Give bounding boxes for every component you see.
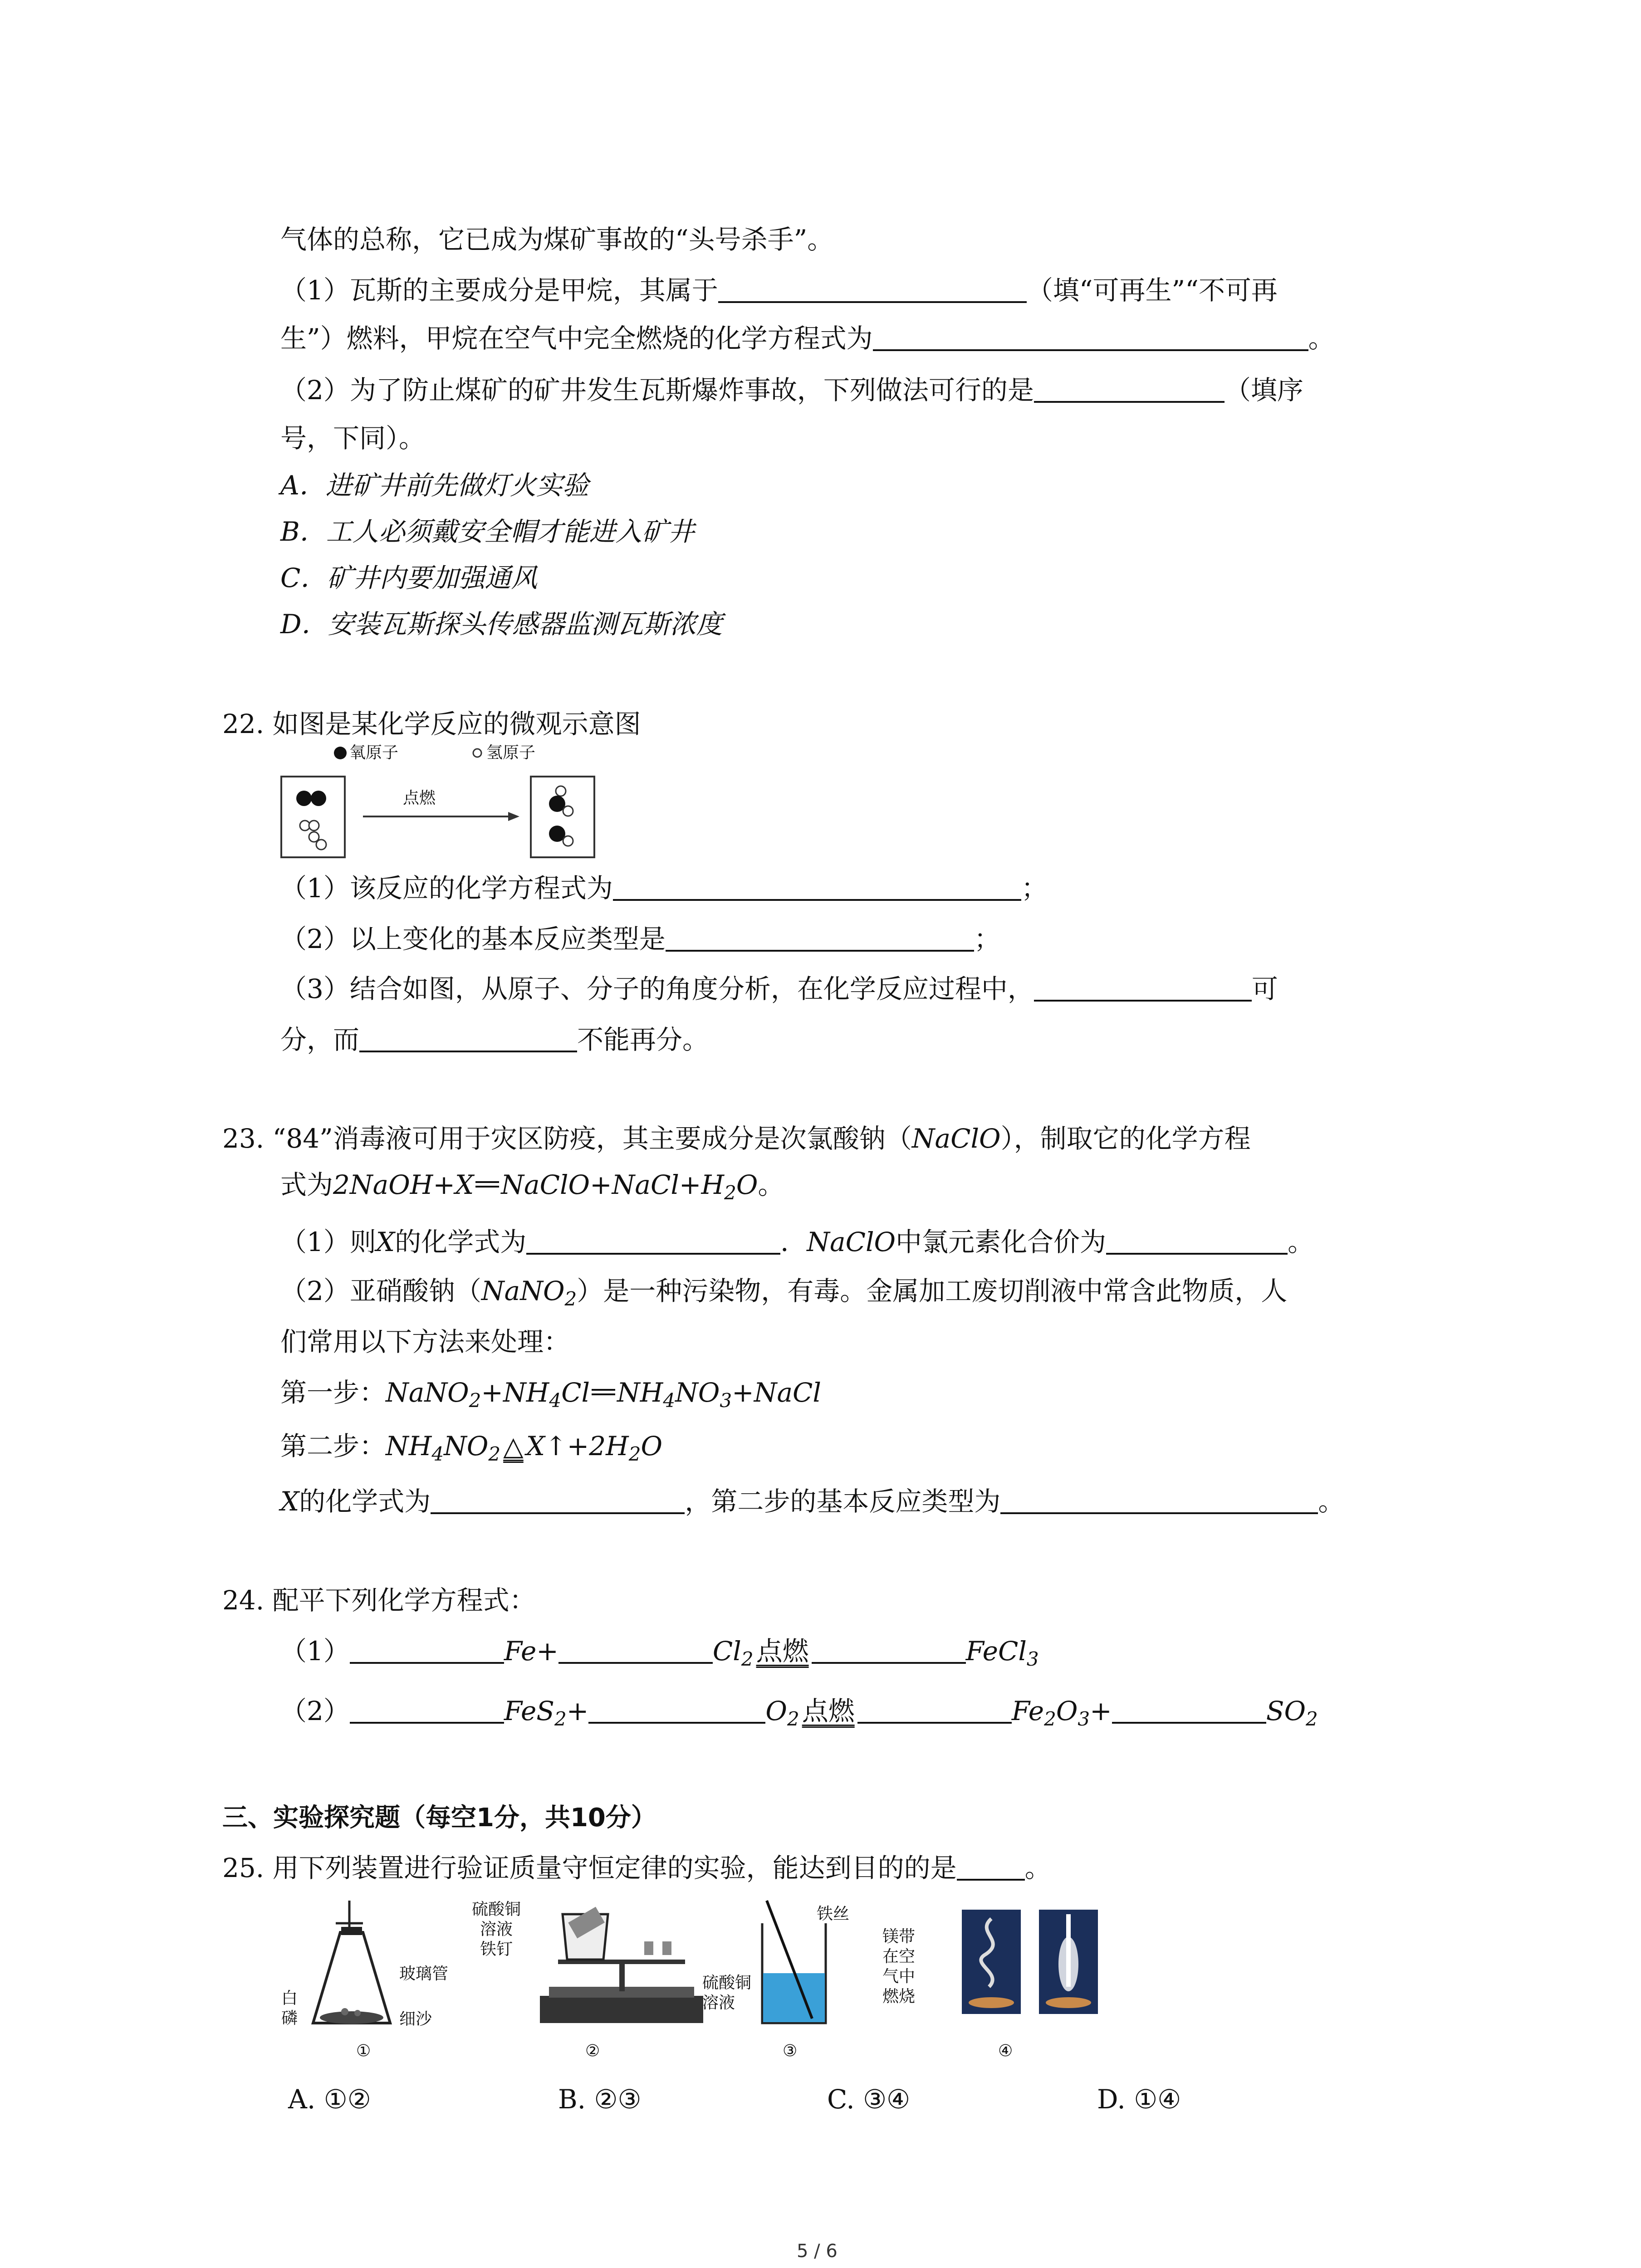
q24-e2-coef-o2-blank[interactable]	[588, 1695, 765, 1724]
q25-option-d[interactable]: D. ①④	[1097, 2084, 1181, 2115]
q24-e2-sub: 2	[1306, 1708, 1318, 1730]
equals-sign	[592, 1389, 615, 1395]
legend-hydrogen-atom-icon	[473, 749, 481, 757]
ignition-condition: 点燃	[756, 1636, 809, 1667]
q24-equation-2	[280, 1693, 1318, 1737]
q23-part1	[280, 1224, 1314, 1260]
q23-naclo: NaClO	[911, 1123, 1001, 1154]
q24-e2-sub: 2	[554, 1708, 567, 1730]
q23-p2-a: （2）亚硝酸钠（	[280, 1276, 481, 1306]
q23-step1-term: NaNO	[386, 1377, 469, 1408]
q21-part1-line1	[280, 272, 1278, 308]
q25-option-c[interactable]: C. ③④	[827, 2084, 911, 2115]
q24-e2-coef-so2-blank[interactable]	[1112, 1695, 1266, 1724]
q23-stem-b: ），制取它的化学方程	[1000, 1123, 1251, 1154]
q23-p2-sub: 2	[564, 1288, 577, 1310]
balance-apparatus-icon	[531, 1896, 712, 2032]
q23-step2-term: X↑+2H	[526, 1431, 629, 1461]
equals-sign	[475, 1181, 499, 1188]
q24-equation-1	[280, 1633, 1039, 1677]
q24-e2-term: SO	[1266, 1696, 1306, 1726]
q24-e2-coef-fe2o3-blank[interactable]	[857, 1695, 1012, 1724]
q23-step1-sub: 3	[720, 1389, 732, 1412]
q21-part2-line1	[280, 372, 1303, 408]
q22-p1-end: ；	[1021, 873, 1048, 904]
q21-option-b: B．工人必须戴安全帽才能进入矿井	[280, 516, 695, 547]
q21-part2-line2: 号，下同）。	[280, 423, 426, 454]
q22-part1	[280, 870, 1048, 906]
q23-p3-a: 的化学式为	[299, 1486, 431, 1517]
q22-p2-text: （2）以上变化的基本反应类型是	[280, 924, 666, 954]
q23-p1-c: ．	[780, 1227, 807, 1257]
q24-e1-term: Fe+	[504, 1636, 558, 1667]
q23-step2-sub: 4	[431, 1443, 444, 1465]
fig2-label3: 铁钉	[480, 1940, 513, 1959]
q23-eq-rhs1: NaClO+NaCl+H	[501, 1169, 725, 1200]
fig3-label2: 溶液	[702, 1994, 735, 2012]
q21-choice-blank[interactable]	[1034, 374, 1225, 403]
q21-part1-line2	[280, 320, 1335, 357]
q23-eq-rhs2: O	[736, 1169, 758, 1200]
fig4-number: ④	[998, 2042, 1013, 2060]
q24-e2-term: Fe	[1011, 1696, 1044, 1726]
q22-part3-line2	[280, 1022, 709, 1058]
q22-part2	[280, 921, 1000, 957]
q23-step1-sub: 2	[469, 1389, 481, 1412]
q23-p2-na: NaNO	[481, 1276, 565, 1306]
fig2-label2: 溶液	[480, 1920, 513, 1939]
q23-step1-label: 第一步：	[280, 1377, 386, 1408]
q23-step1-sub: 4	[663, 1389, 676, 1412]
q24-e1-coef-fecl3-blank[interactable]	[812, 1635, 966, 1664]
q21-fuel-type-blank[interactable]	[718, 274, 1027, 303]
q23-p1-b: 的化学式为	[395, 1227, 527, 1257]
q23-step2-term: NH	[386, 1431, 432, 1461]
q25-option-a[interactable]: A. ①②	[288, 2084, 371, 2115]
q24-e2-label: （2）	[280, 1696, 350, 1726]
q23-part2-line1	[280, 1273, 1287, 1317]
q24-e2-term: O	[1056, 1696, 1078, 1726]
q23-part3	[280, 1483, 1344, 1520]
q23-step1-term: +NH	[481, 1377, 549, 1408]
q24-e1-sub: 3	[1026, 1648, 1039, 1670]
q23-step2-type-blank[interactable]	[1000, 1485, 1318, 1514]
q23-p3-end: 。	[1318, 1486, 1345, 1517]
q23-stem-line1	[222, 1120, 1251, 1157]
legend-hydrogen-label: 氢原子	[486, 743, 536, 762]
fig1-label-bai: 白	[281, 1989, 298, 2008]
q22-p3-text-b: 可	[1251, 973, 1278, 1004]
fig1-number: ①	[356, 2042, 371, 2060]
q23-p1-naclo: NaClO	[807, 1227, 896, 1257]
q22-p3-text-c: 分，而	[280, 1024, 360, 1055]
ignition-condition: 点燃	[802, 1696, 855, 1726]
q21-p1-text: （1）瓦斯的主要成分是甲烷，其属于	[280, 275, 718, 306]
q22-part3-line1	[280, 971, 1278, 1007]
fig2-label1: 硫酸铜	[472, 1900, 521, 1919]
fig2-number: ②	[585, 2042, 600, 2060]
q24-e2-term: +	[566, 1696, 589, 1726]
fig4-label-line1: 镁带	[882, 1927, 916, 1946]
q23-step2-term: NO	[444, 1431, 489, 1461]
q23-step1-term: +NaCl	[732, 1377, 821, 1408]
q24-e2-sub: 3	[1078, 1708, 1090, 1730]
q23-step1-term: Cl	[561, 1377, 590, 1408]
reaction-condition-label: 点燃	[403, 789, 436, 807]
q24-e2-term: +	[1090, 1696, 1112, 1726]
q22-stem: 22. 如图是某化学反应的微观示意图	[222, 709, 641, 739]
fig1-label-lin: 磷	[281, 2009, 298, 2028]
q23-step1-term: NH	[617, 1377, 663, 1408]
heating-condition: △	[503, 1431, 524, 1461]
q22-p3-text-d: 不能再分。	[577, 1024, 709, 1055]
q22-p2-end: ；	[974, 924, 1000, 954]
q23-eq-lhs: 2NaOH+X	[333, 1169, 474, 1200]
fig3-label-wire: 铁丝	[817, 1905, 850, 1923]
q23-valence-blank[interactable]	[1106, 1226, 1288, 1255]
q24-e2-sub: 2	[787, 1708, 799, 1730]
q23-x-gas-blank[interactable]	[431, 1485, 685, 1514]
page-number: 5 / 6	[797, 2241, 838, 2262]
q21-p2-text: （2）为了防止煤矿的矿井发生瓦斯爆炸事故，下列做法可行的是	[280, 375, 1034, 406]
q21-p1-text2: 生”）燃料，甲烷在空气中完全燃烧的化学方程式为	[280, 323, 873, 354]
fig1-label-tube: 玻璃管	[399, 1965, 449, 1983]
q24-e2-sub: 2	[1044, 1708, 1056, 1730]
q21-intro-tail: 气体的总称，它已成为煤矿事故的“头号杀手”。	[280, 224, 834, 255]
q23-step2	[280, 1428, 662, 1472]
q21-option-a: A．进矿井前先做灯火实验	[280, 470, 589, 501]
q23-step2-label: 第二步：	[280, 1431, 386, 1461]
fig3-number: ③	[783, 2042, 798, 2060]
q25-stem-text: 25. 用下列装置进行验证质量守恒定律的实验，能达到目的的是	[222, 1853, 957, 1883]
q24-e1-term: FeCl	[965, 1636, 1027, 1667]
legend-oxygen-label: 氧原子	[349, 743, 399, 762]
q23-eq-sub: 2	[724, 1182, 736, 1204]
q21-option-d: D．安装瓦斯探头传感器监测瓦斯浓度	[280, 609, 723, 640]
q25-stem	[222, 1850, 1051, 1886]
q23-stem-c: 式为	[280, 1169, 333, 1200]
q23-p1-a: （1）则	[280, 1227, 376, 1257]
q23-p3-b: ，第二步的基本反应类型为	[685, 1486, 1001, 1517]
fig4-label-line2: 在空	[882, 1947, 916, 1966]
q22-reaction-type-blank[interactable]	[666, 923, 974, 952]
q23-x-formula-blank[interactable]	[526, 1226, 780, 1255]
q24-e2-term: FeS	[504, 1696, 555, 1726]
q23-p3-x: X	[280, 1486, 299, 1517]
q23-p1-end: 。	[1288, 1227, 1314, 1257]
q22-p3-text: （3）结合如图，从原子、分子的角度分析，在化学反应过程中，	[280, 973, 1034, 1004]
q23-p2-b: ）是一种污染物，有毒。金属加工废切削液中常含此物质，人	[577, 1276, 1288, 1306]
q22-p1-text: （1）该反应的化学方程式为	[280, 873, 613, 904]
q25-answer-blank[interactable]	[957, 1852, 1025, 1881]
q23-eq-end: 。	[758, 1169, 784, 1200]
q24-e2-term: O	[765, 1696, 787, 1726]
q25-option-b[interactable]: B. ②③	[558, 2084, 642, 2115]
q21-p1-hint: （填“可再生”“不可再	[1026, 275, 1278, 306]
q24-e1-term: Cl	[712, 1636, 741, 1667]
section-3-title: 三、实验探究题（每空1分，共10分）	[222, 1803, 656, 1833]
fig3-label1: 硫酸铜	[702, 1974, 752, 1992]
magnesium-burning-icon	[957, 1905, 1102, 2023]
q24-e1-coef-cl2-blank[interactable]	[558, 1635, 713, 1664]
fig4-label-line3: 气中	[882, 1967, 916, 1986]
q23-step1-term: NO	[675, 1377, 720, 1408]
q22-equation-blank[interactable]	[613, 872, 1021, 901]
q21-option-c: C．矿井内要加强通风	[280, 562, 538, 593]
q23-part2-line2: 们常用以下方法来处理：	[280, 1326, 570, 1357]
q23-stem-line2	[280, 1167, 784, 1211]
q23-stem-a: 23. “84”消毒液可用于灾区防疫，其主要成分是次氯酸钠（	[222, 1123, 912, 1154]
q21-p2-hint: （填序	[1224, 375, 1303, 406]
q24-e2-coef-fes2-blank[interactable]	[350, 1695, 504, 1724]
q24-e1-sub: 2	[741, 1648, 754, 1670]
q23-step1	[280, 1374, 821, 1419]
q23-step2-sub: 2	[628, 1443, 641, 1465]
q23-p1-d: 中氯元素化合价为	[896, 1227, 1107, 1257]
q22-divisible-blank[interactable]	[1034, 973, 1252, 1002]
q23-p1-x: X	[376, 1227, 395, 1257]
q22-indivisible-blank[interactable]	[359, 1023, 577, 1052]
q23-step2-term: O	[641, 1431, 663, 1461]
fig4-label-line4: 燃烧	[882, 1987, 916, 2006]
legend-oxygen-atom-icon	[334, 747, 347, 759]
q24-stem: 24. 配平下列化学方程式：	[222, 1585, 536, 1616]
q23-step2-sub: 2	[488, 1443, 501, 1465]
q23-step1-sub: 4	[549, 1389, 562, 1412]
q21-p1-end: 。	[1308, 323, 1335, 354]
q21-methane-equation-blank[interactable]	[873, 322, 1308, 351]
q24-e1-coef-fe-blank[interactable]	[350, 1635, 504, 1664]
fig1-label-sand: 细沙	[399, 2010, 432, 2028]
reactants-box	[281, 777, 345, 857]
q25-stem-end: 。	[1024, 1853, 1051, 1883]
q24-e1-label: （1）	[280, 1636, 350, 1667]
